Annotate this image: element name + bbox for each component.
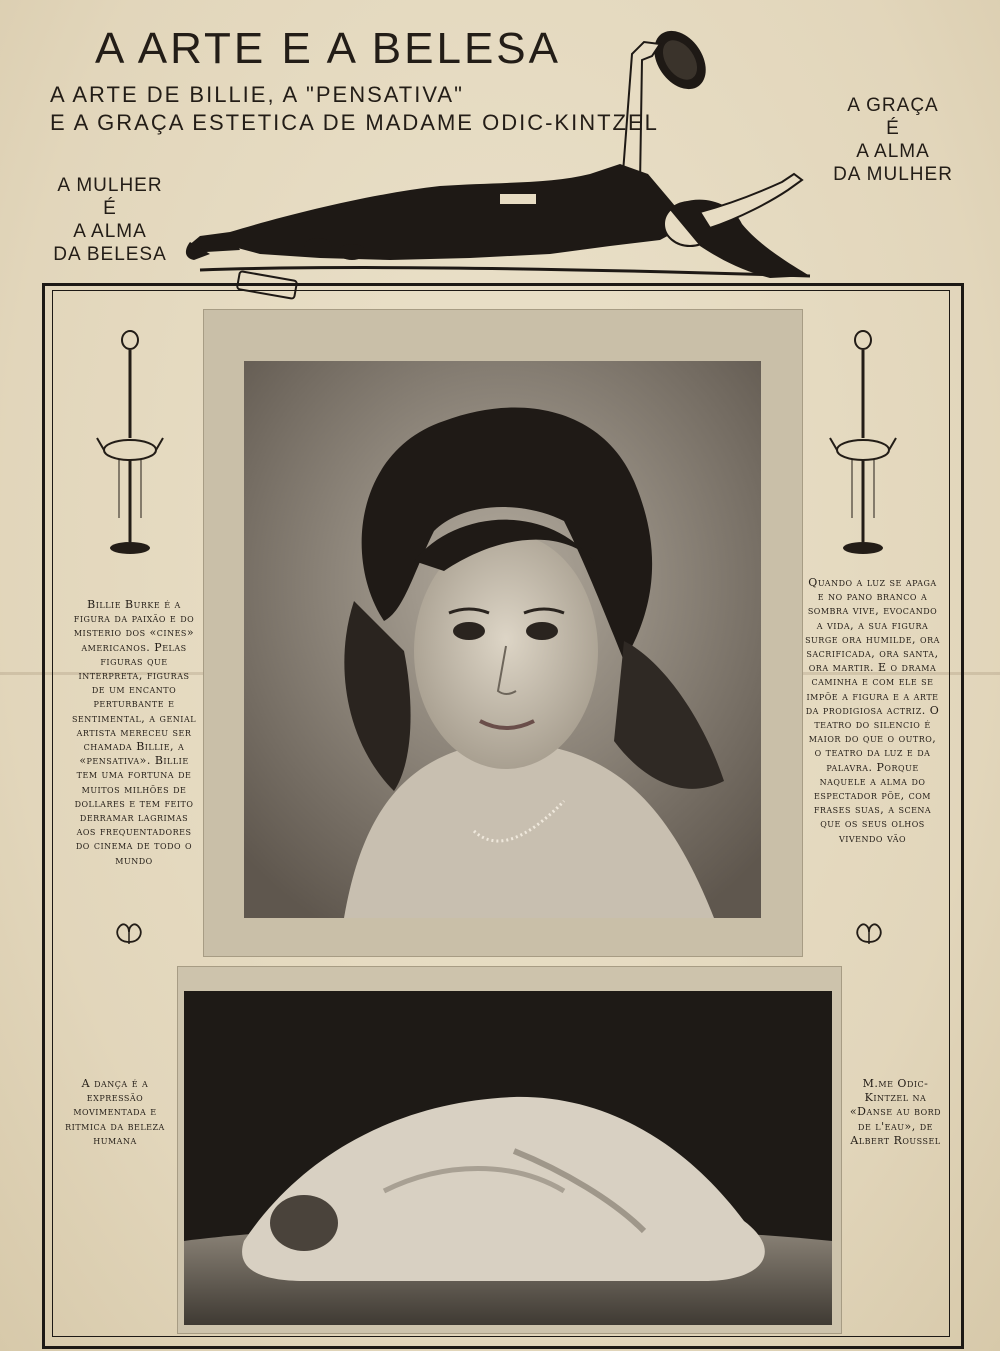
motto-right-line: É — [886, 118, 900, 139]
motto-right-line: A ALMA — [856, 141, 930, 162]
oil-lamp-icon — [828, 328, 898, 558]
motto-right — [818, 94, 968, 186]
motto-left-line: A MULHER — [57, 175, 163, 196]
dance-caption-left: A dança é a expressão movimentada e ritmica da beleza humana — [65, 1077, 165, 1147]
floral-ornament-icon — [852, 918, 886, 946]
floral-ornament-icon — [112, 918, 146, 946]
right-column-text: Quando a luz se apaga e no pano branco a sombra vive, evocando a vida, a sua figura surge ora humilde, ora sacrificada, ora santa, ora martir. E o drama caminha e com ele se impõe a figura e a arte da prodigiosa actriz. O teatro do silencio é maior do que o outro, o teatro da luz e da palavra. Porque naquele a alma do espectador põe, com frases suas, a scena que os seus olhos vivendo vão — [805, 576, 940, 845]
subtitle-line-2: E A GRAÇA ESTETICA DE MADAME ODIC-KINTZEL — [50, 110, 659, 135]
left-column-text: Billie Burke é a figura da paixão e do misterio dos «cines» americanos. Pelas figuras que interpreta, figuras de um encanto perturbante e sentimental, a genial artista mereceu ser chamada Billie, a «pensativa». Billie tem uma fortuna de muitos milhões de dollares e tem feito derramar lagrimas aos frequentadores do cinema de todo o mundo — [71, 598, 197, 867]
motto-left — [40, 174, 180, 266]
portrait-photo — [244, 361, 761, 918]
motto-left-line: DA BELESA — [53, 244, 167, 265]
motto-right-line: A GRAÇA — [847, 95, 939, 116]
motto-left-line: A ALMA — [73, 221, 147, 242]
dance-caption-right: M.me Odic-Kintzel na «Danse au bord de l'eau», de Albert Roussel — [849, 1077, 942, 1147]
oil-lamp-icon — [95, 328, 165, 558]
motto-right-line: DA MULHER — [833, 164, 953, 185]
page-title: A ARTE E A BELESA — [95, 24, 561, 73]
motto-left-line: É — [103, 198, 117, 219]
dance-photo — [184, 991, 832, 1325]
subtitle-line-1: A ARTE DE BILLIE, A "PENSATIVA" — [50, 82, 464, 107]
